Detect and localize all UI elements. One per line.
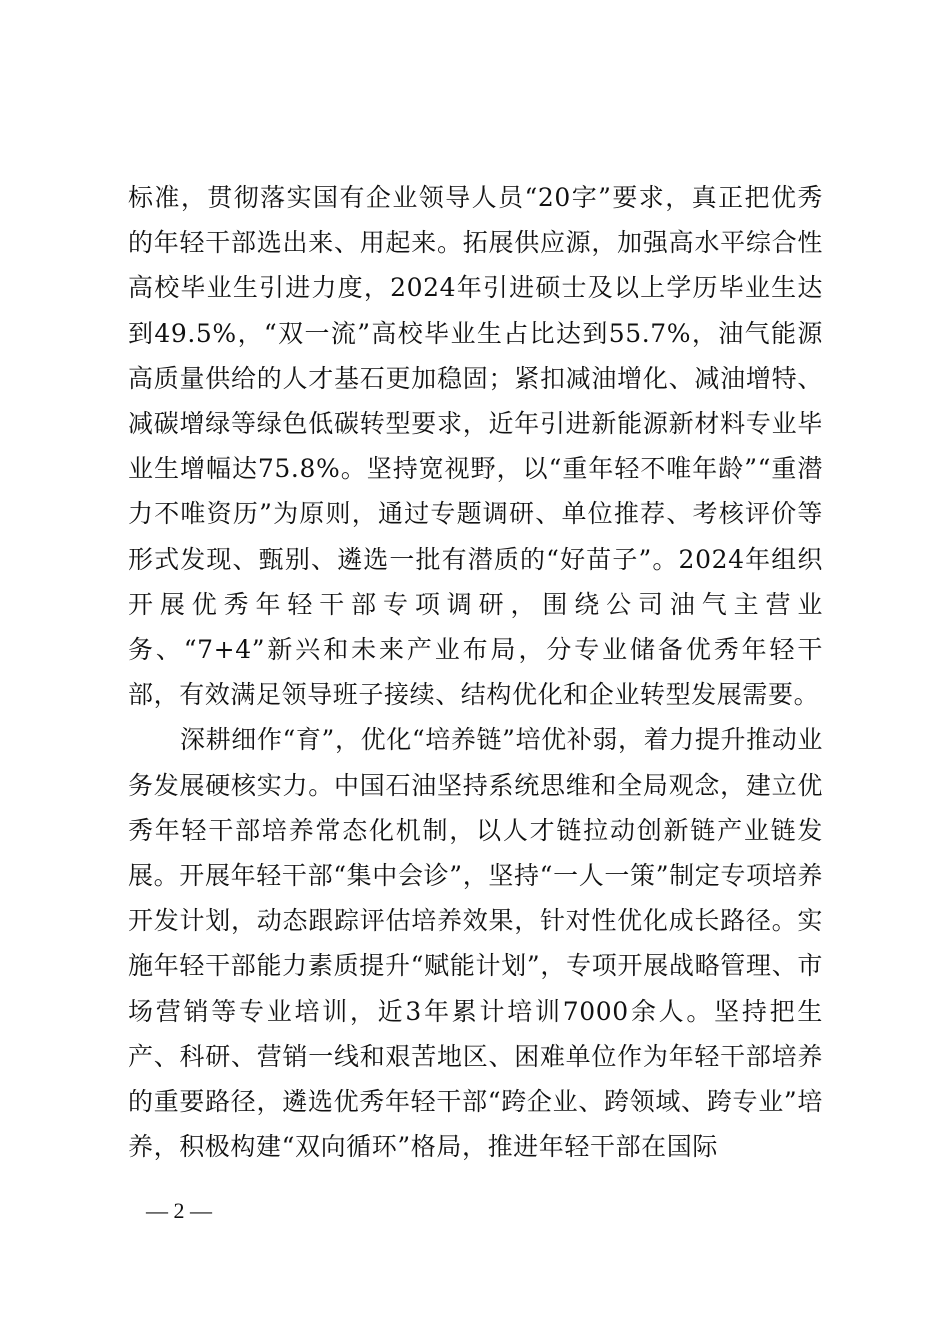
paragraph-continued: 标准，贯彻落实国有企业领导人员“20字”要求，真正把优秀的年轻干部选出来、用起来。拓展供应源，加强高水平综合性高校毕业生引进力度，2024年引进硕士及以上学历毕业生达到49.5%，“双一流”高校毕业生占比达到55.7%，油气能源高质量供给的人才基石更加稳固；紧扣减油增化、减油增特、减碳增绿等绿色低碳转型要求，近年引进新能源新材料专业毕业生增幅达75.8%。坚持宽视野，以“重年轻不唯年龄”“重潜力不唯资历”为原则，通过专题调研、单位推荐、考核评价等形式发现、甄别、遴选一批有潜质的“好苗子”。2024年组织开展优秀年轻干部专项调研，围绕公司油气主营业务、“7+4”新兴和未来产业布局，分专业储备优秀年轻干部，有效满足领导班子接续、结构优化和企业转型发展需要。 [128,183,823,710]
page-number: — 2 — [146,1198,212,1223]
paragraph-cultivation: 深耕细作“育”，优化“培养链”培优补弱，着力提升推动业务发展硬核实力。中国石油坚持系统思维和全局观念，建立优秀年轻干部培养常态化机制，以人才链拉动创新链产业链发展。开展年轻干部“集中会诊”，坚持“一人一策”制定专项培养开发计划，动态跟踪评估培养效果，针对性优化成长路径。实施年轻干部能力素质提升“赋能计划”，专项开展战略管理、市场营销等专业培训，近3年累计培训7000余人。坚持把生产、科研、营销一线和艰苦地区、困难单位作为年轻干部培养的重要路径，遴选优秀年轻干部“跨企业、跨领域、跨专业”培养，积极构建“双向循环”格局，推进年轻干部在国际 [128,725,823,1162]
body-text [128,175,823,1169]
